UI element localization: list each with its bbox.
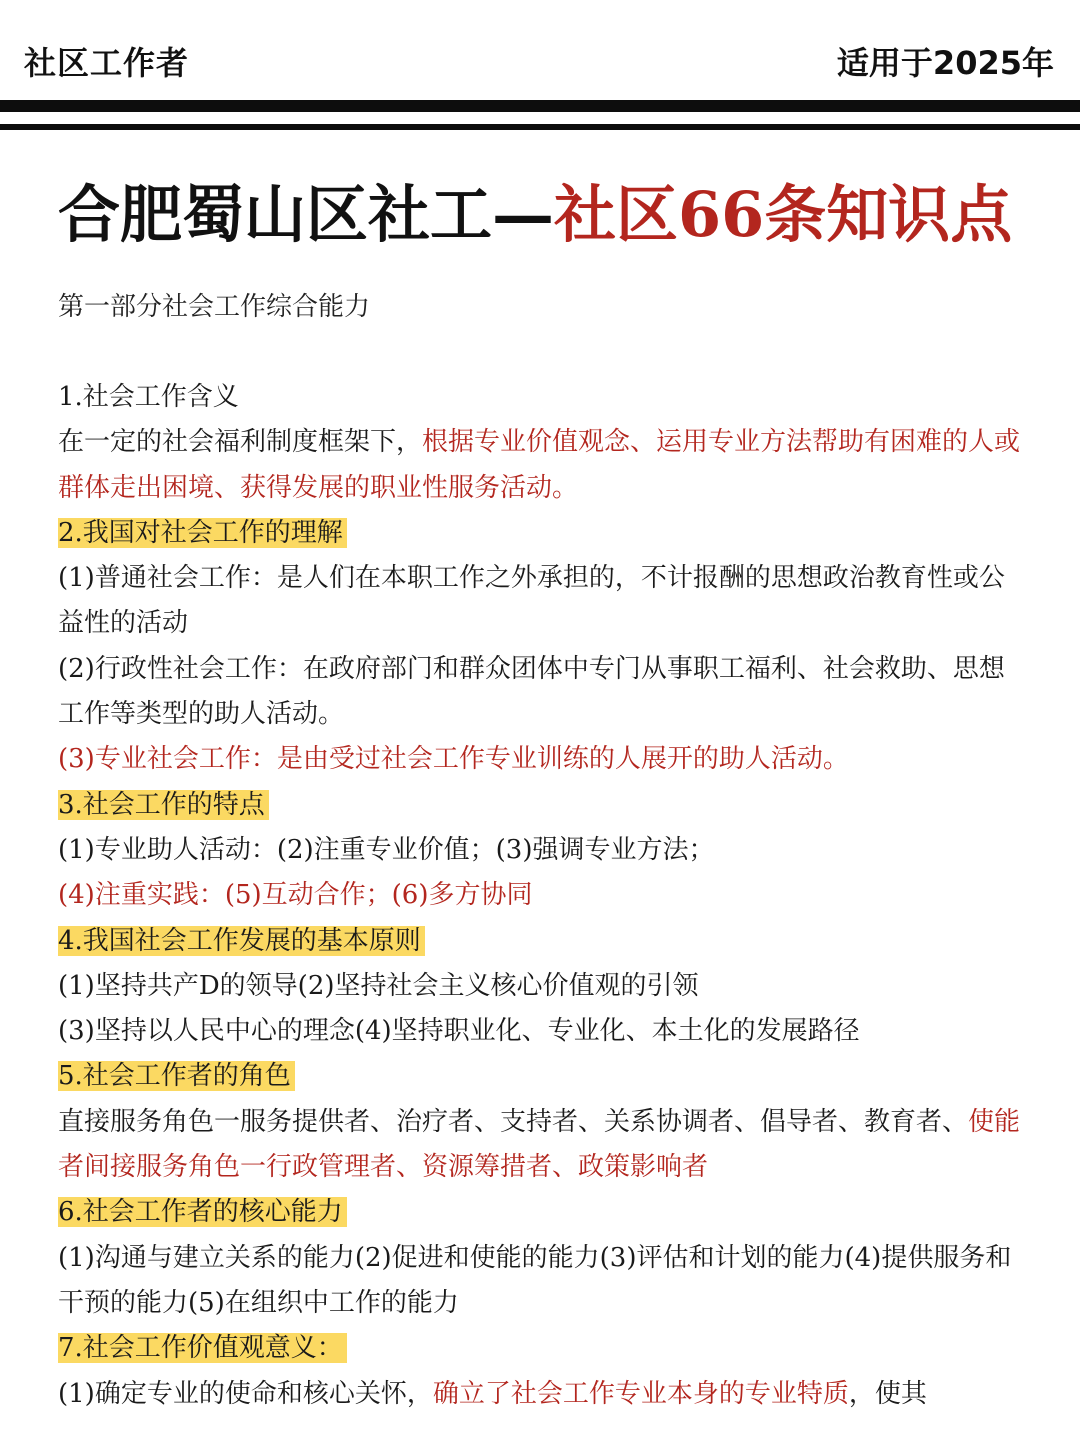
heading-6-label: 6.社会工作者的核心能力 [58, 1197, 347, 1227]
item-text-5 [58, 1100, 1024, 1191]
year-label: 适用于2025年 [836, 44, 1054, 82]
item-text-3a: (1)专业助人活动：(2)注重专业价值；(3)强调专业方法； [58, 834, 715, 865]
section-title: 第一部分社会工作综合能力 [58, 292, 371, 322]
item-text-1 [58, 420, 1024, 511]
item-text-7c: ，使其 [848, 1378, 927, 1409]
item-text-1a: 在一定的社会福利制度框架下， [58, 427, 423, 458]
brand-label: 社区工作者 [24, 44, 190, 82]
heading-4-label: 4.我国社会工作发展的基本原则 [58, 926, 425, 956]
page-title [58, 172, 1058, 258]
title-main: 合肥蜀山区社工— [58, 178, 555, 251]
content-body [58, 375, 1024, 1417]
item-heading-6 [58, 1190, 1024, 1235]
heading-2-label: 2.我国对社会工作的理解 [58, 518, 347, 548]
item-heading-2 [58, 511, 1024, 556]
item-heading-5 [58, 1054, 1024, 1099]
item-heading-7 [58, 1326, 1024, 1371]
item-heading-3 [58, 783, 1024, 828]
heading-7-label: 7.社会工作价值观意义： [58, 1333, 347, 1363]
item-text-5b-highlight: 使能者间接服务角色一行政管理者、资源筹措者、政策影响者 [58, 1106, 1021, 1183]
item-text-7 [58, 1372, 1024, 1417]
item-text-2c-highlight: (3)专业社会工作：是由受过社会工作专业训练的人展开的助人活动。 [58, 744, 849, 775]
item-text-5a: 直接服务角色一服务提供者、治疗者、支持者、关系协调者、倡导者、教育者、 [58, 1106, 969, 1137]
item-text-7b-highlight: 确立了社会工作专业本身的专业特质 [432, 1378, 849, 1409]
item-text-1b-highlight: 根据专业价值观念、运用专业方法帮助有困难的人或群体走出困境、获得发展的职业性服务活动。 [58, 427, 1021, 503]
divider-thin [0, 124, 1080, 130]
item-text-4b: (3)坚持以人民中心的理念(4)坚持职业化、专业化、本土化的发展路径 [58, 1016, 860, 1047]
item-text-6: (1)沟通与建立关系的能力(2)促进和使能的能力(3)评估和计划的能力(4)提供服务和干预的能力(5)在组织中工作的能力 [58, 1242, 1012, 1318]
item-text-3b-highlight: (4)注重实践：(5)互动合作；(6)多方协同 [58, 880, 533, 911]
item-text-7a: (1)确定专业的使命和核心关怀， [58, 1378, 433, 1409]
title-accent: 社区66条知识点 [554, 178, 1013, 251]
item-heading-1: 1.社会工作含义 [58, 382, 239, 412]
item-heading-4 [58, 919, 1024, 964]
item-text-4a: (1)坚持共产D的领导(2)坚持社会主义核心价值观的引领 [58, 970, 699, 1001]
item-text-2a: (1)普通社会工作：是人们在本职工作之外承担的，不计报酬的思想政治教育性或公益性的活动 [58, 563, 1005, 639]
heading-3-label: 3.社会工作的特点 [58, 790, 269, 820]
top-bar [0, 0, 1080, 100]
item-text-2b: (2)行政性社会工作：在政府部门和群众团体中专门从事职工福利、社会救助、思想工作等类型的助人活动。 [58, 653, 1005, 730]
divider-thick [0, 100, 1080, 112]
heading-5-label: 5.社会工作者的角色 [58, 1061, 295, 1091]
